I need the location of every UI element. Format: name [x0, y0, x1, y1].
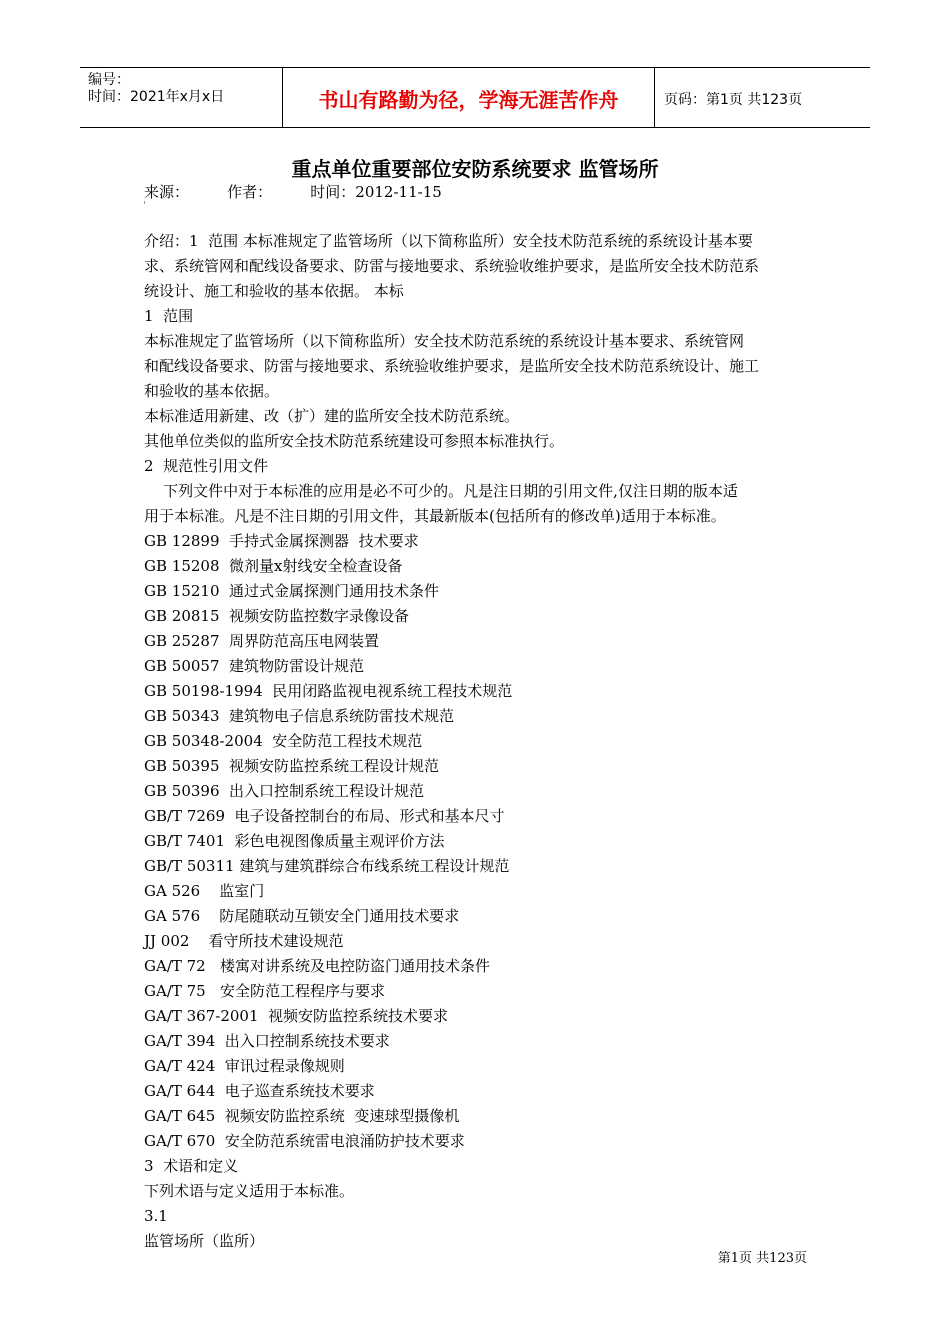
number-label: 编号：: [88, 72, 130, 88]
body-line: 本标准适用新建、改（扩）建的监所安全技术防范系统。: [144, 407, 520, 425]
reference-item: GA/T 75 安全防范工程程序与要求: [144, 982, 386, 1000]
document-title: 重点单位重要部位安防系统要求 监管场所: [291, 157, 659, 181]
intro-line: 统设计、施工和验收的基本依据。 本标: [144, 282, 404, 300]
reference-item: GB 50395 视频安防监控系统工程设计规范: [144, 757, 440, 775]
reference-item: GA 576 防尾随联动互锁安全门通用技术要求: [144, 907, 460, 925]
reference-item: GB 15210 通过式金属探测门通用技术条件: [144, 582, 440, 600]
reference-item: GA 526 监室门: [144, 882, 265, 900]
reference-item: GB 25287 周界防范高压电网装置: [144, 632, 380, 650]
document-meta: 来源： 作者： 时间：2012-11-15: [144, 183, 442, 201]
reference-item: JJ 002 看守所技术建设规范: [144, 932, 344, 950]
intro-line: 求、系统管网和配线设备要求、防雷与接地要求、系统验收维护要求，是监所安全技术防范系: [144, 257, 760, 275]
reference-item: GB 50348-2004 安全防范工程技术规范: [144, 732, 423, 750]
body-line: 用于本标准。凡是不注日期的引用文件，其最新版本(包括所有的修改单)适用于本标准。: [144, 507, 726, 525]
reference-item: GB/T 50311 建筑与建筑群综合布线系统工程设计规范: [144, 857, 510, 875]
reference-item: GB 50396 出入口控制系统工程设计规范: [144, 782, 425, 800]
body-line: 其他单位类似的监所安全技术防范系统建设可参照本标准执行。: [144, 432, 565, 450]
page-footer: 第1页 共123页: [717, 1251, 807, 1266]
reference-item: GB 20815 视频安防监控数字录像设备: [144, 607, 410, 625]
reference-item: GA/T 424 审讯过程录像规则: [144, 1057, 345, 1075]
reference-item: GB 50057 建筑物防雷设计规范: [144, 657, 365, 675]
reference-item: GA/T 645 视频安防监控系统 变速球型摄像机: [144, 1107, 460, 1125]
body-line: 和配线设备要求、防雷与接地要求、系统验收维护要求，是监所安全技术防范系统设计、施工: [144, 357, 760, 375]
reference-item: GB/T 7269 电子设备控制台的布局、形式和基本尺寸: [144, 807, 505, 825]
reference-item: GB/T 7401 彩色电视图像质量主观评价方法: [144, 832, 445, 850]
document-body: [144, 229, 808, 1254]
body-line: 下列术语与定义适用于本标准。: [144, 1182, 355, 1200]
motto-text: 书山有路勤为径，学海无涯苦作舟: [318, 88, 619, 112]
term-name: 监管场所（监所）: [144, 1232, 265, 1250]
sections-list: [144, 304, 808, 1254]
reference-item: GB 50343 建筑物电子信息系统防雷技术规范: [144, 707, 455, 725]
reference-item: GB 12899 手持式金属探测器 技术要求: [144, 532, 419, 550]
clause-number: 3.1: [144, 1207, 168, 1225]
header-motto-cell: [282, 68, 655, 127]
header-page-cell: [655, 68, 870, 127]
cursor-mark: [144, 201, 145, 204]
body-line: 2 规范性引用文件: [144, 457, 269, 475]
reference-item: GA/T 72 楼寓对讲系统及电控防盗门通用技术条件: [144, 957, 491, 975]
reference-item: GA/T 644 电子巡查系统技术要求: [144, 1082, 375, 1100]
page-header: [80, 67, 870, 128]
reference-item: GA/T 670 安全防范系统雷电浪涌防护技术要求: [144, 1132, 465, 1150]
reference-item: GA/T 367-2001 视频安防监控系统技术要求: [144, 1007, 449, 1025]
body-line: 和验收的基本依据。: [144, 382, 280, 400]
header-meta-cell: [80, 68, 282, 127]
body-line: 本标准规定了监管场所（以下简称监所）安全技术防范系统的系统设计基本要求、系统管网: [144, 332, 745, 350]
page-info: 页码：第1页 共123页: [664, 91, 803, 108]
intro-paragraph: [144, 229, 808, 304]
reference-item: GA/T 394 出入口控制系统技术要求: [144, 1032, 390, 1050]
time-label: 时间：2021年x月x日: [88, 89, 225, 105]
intro-line: 介绍：1 范围 本标准规定了监管场所（以下简称监所）安全技术防范系统的系统设计基本要: [144, 232, 753, 250]
body-line: 下列文件中对于本标准的应用是必不可少的。凡是注日期的引用文件,仅注日期的版本适: [144, 482, 738, 500]
body-line: 1 范围: [144, 307, 194, 325]
reference-item: GB 50198-1994 民用闭路监视电视系统工程技术规范: [144, 682, 513, 700]
reference-item: GB 15208 微剂量x射线安全检查设备: [144, 557, 403, 575]
section-heading: 3 术语和定义: [144, 1157, 239, 1175]
